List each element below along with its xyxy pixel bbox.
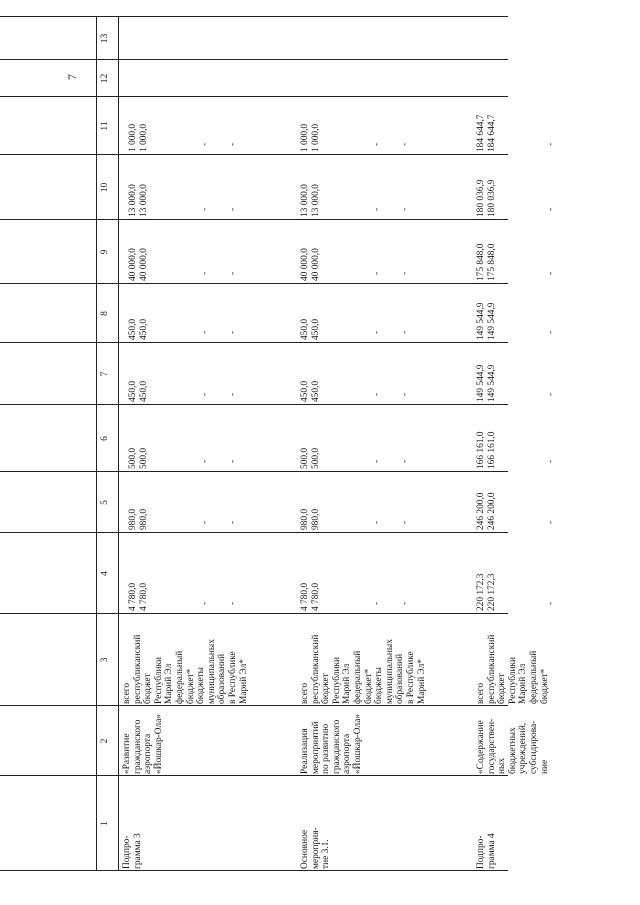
row2-value: 4 780,0 4 780,0	[300, 582, 321, 611]
row1-dash: -	[228, 330, 238, 334]
row2-dash: -	[400, 601, 410, 605]
row1-name: «Развитие гражданского аэропорта «Йошкар-Ола»	[122, 713, 164, 774]
row1-value: 4 780,0 4 780,0	[128, 582, 149, 611]
header-cell: 2	[99, 738, 110, 744]
page-number: 7	[65, 74, 79, 80]
row1-dash: -	[228, 271, 238, 275]
row2-sources: всего республиканский бюджет Республики Марий Эл федеральный бюджет* бюджеты муниципальных образований в Республике Марий Эл*	[300, 634, 427, 704]
row2-dash: -	[372, 271, 382, 275]
row1-dash: -	[228, 207, 238, 211]
row2-dash: -	[400, 520, 410, 524]
header-cell: 13	[99, 33, 110, 44]
row2-value: 13 000,0 13 000,0	[300, 184, 321, 217]
row3-name: «Содержание государствен- ных бюджетных учреждений, субсидирова- ние	[476, 718, 550, 774]
row3-sources: всего республиканский бюджет Республики Марий Эл федеральный бюджет*	[476, 634, 550, 704]
row1-value: 500,0 500,0	[128, 447, 149, 469]
row3-value: 246 200,0 246 200,0	[476, 492, 497, 530]
row1-label: Подпро- грамма 3	[122, 833, 143, 869]
row2-value: 40 000,0 40 000,0	[300, 248, 321, 281]
row3-value: 175 848,0 175 848,0	[476, 243, 497, 281]
row2-label: Основное мероприя- тие 3.1.	[300, 827, 332, 869]
header-cell: 3	[99, 657, 110, 663]
row2-dash: -	[372, 392, 382, 396]
row1-value: 40 000,0 40 000,0	[128, 248, 149, 281]
row2-value: 450,0 450,0	[300, 380, 321, 402]
row3-dash: -	[546, 520, 556, 524]
row1-dash: -	[200, 459, 210, 463]
row2-name: Реализация мероприятий по развитию гражданского аэропорта «Йошкар-Ола»	[300, 713, 363, 774]
row1-dash: -	[200, 392, 210, 396]
row3-value: 220 172,3 220 172,3	[476, 573, 497, 611]
row1-dash: -	[228, 601, 238, 605]
row3-dash: -	[546, 601, 556, 605]
row3-dash: -	[546, 271, 556, 275]
row3-dash: -	[546, 330, 556, 334]
row3-dash: -	[546, 142, 556, 146]
row2-dash: -	[372, 142, 382, 146]
row3-dash: -	[546, 392, 556, 396]
row3-value: 149 544,9 149 544,9	[476, 364, 497, 402]
row1-dash: -	[200, 601, 210, 605]
row2-dash: -	[400, 459, 410, 463]
row2-dash: -	[372, 520, 382, 524]
row1-sources: всего республиканский бюджет Республики Марий Эл федеральный бюджет* бюджеты муниципальных образований в Республике Марий Эл*	[122, 634, 249, 704]
row3-value: 180 036,9 180 036,9	[476, 179, 497, 217]
row1-dash: -	[228, 142, 238, 146]
row3-value: 166 161,0 166 161,0	[476, 431, 497, 469]
row2-dash: -	[372, 207, 382, 211]
row2-dash: -	[372, 601, 382, 605]
row2-dash: -	[400, 207, 410, 211]
row1-value: 1 000,0 1 000,0	[128, 123, 149, 152]
row2-dash: -	[400, 330, 410, 334]
row1-dash: -	[200, 207, 210, 211]
row1-value: 450,0 450,0	[128, 380, 149, 402]
row2-value: 500,0 500,0	[300, 447, 321, 469]
header-cell: 12	[99, 73, 110, 84]
row2-dash: -	[372, 330, 382, 334]
row2-value: 980,0 980,0	[300, 508, 321, 530]
row2-dash: -	[400, 392, 410, 396]
row2-value: 450,0 450,0	[300, 318, 321, 340]
row1-value: 980,0 980,0	[128, 508, 149, 530]
row1-dash: -	[200, 142, 210, 146]
header-cell: 7	[99, 371, 110, 377]
header-cell: 8	[99, 311, 110, 316]
row2-value: 1 000,0 1 000,0	[300, 123, 321, 152]
row3-dash: -	[546, 207, 556, 211]
row1-dash: -	[200, 520, 210, 524]
row1-dash: -	[228, 459, 238, 463]
row2-dash: -	[400, 271, 410, 275]
row1-dash: -	[200, 271, 210, 275]
row2-dash: -	[400, 142, 410, 146]
row2-dash: -	[372, 459, 382, 463]
header-cell: 11	[99, 121, 110, 131]
header-cell: 9	[99, 249, 110, 255]
row3-value: 149 544,9 149 544,9	[476, 302, 497, 340]
header-cell: 1	[99, 821, 110, 826]
row3-label: Подпро- грамма 4	[476, 833, 497, 869]
header-cell: 10	[99, 182, 110, 193]
row3-value: 184 644,7 184 644,7	[476, 114, 497, 152]
row3-dash: -	[546, 459, 556, 463]
header-cell: 5	[99, 500, 110, 505]
header-cell: 6	[99, 436, 110, 441]
row1-value: 13 000,0 13 000,0	[128, 184, 149, 217]
row1-dash: -	[228, 520, 238, 524]
row1-value: 450,0 450,0	[128, 318, 149, 340]
row1-dash: -	[200, 330, 210, 334]
row1-dash: -	[228, 392, 238, 396]
header-cell: 4	[99, 571, 110, 576]
